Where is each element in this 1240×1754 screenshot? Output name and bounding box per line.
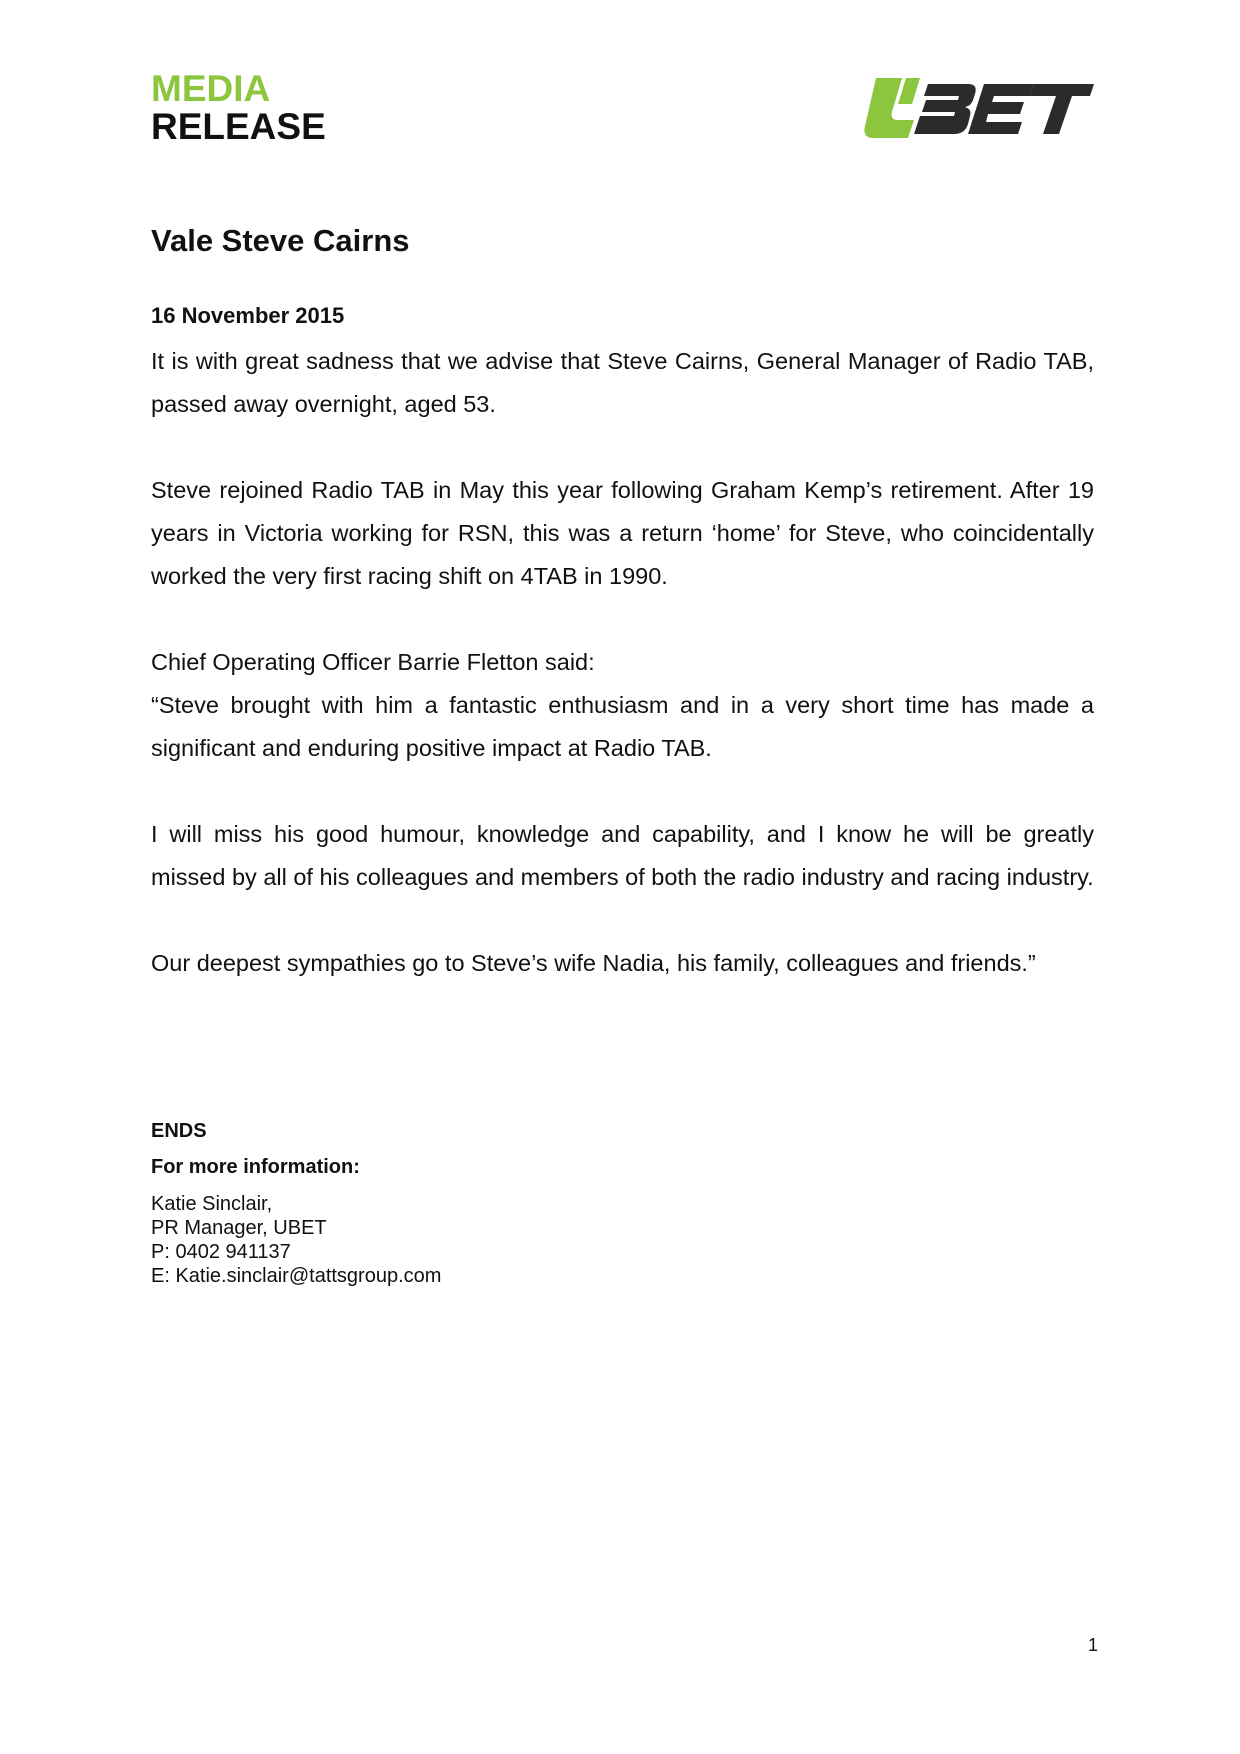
media-release-heading [151, 70, 326, 146]
ubet-logo-graphic [862, 78, 1094, 138]
contact-email: E: Katie.sinclair@tattsgroup.com [151, 1265, 442, 1287]
article-body [151, 340, 1094, 1028]
paragraph-quote-2: I will miss his good humour, knowledge and capability, and I know he will be greatly missed by all of his colleagues and members of both the radio industry and racing industry. [151, 821, 1094, 890]
ubet-logo [862, 78, 1094, 138]
page-number: 1 [1087, 1635, 1098, 1655]
media-label: MEDIA [151, 68, 271, 109]
more-info-heading: For more information: [151, 1156, 360, 1178]
paragraph-quote-intro: Chief Operating Officer Barrie Fletton said: [151, 649, 595, 675]
contact-block [151, 1192, 441, 1288]
article-title: Vale Steve Cairns [151, 223, 410, 258]
ends-marker: ENDS [151, 1120, 207, 1142]
paragraph-background: Steve rejoined Radio TAB in May this year following Graham Kemp’s retirement. After 19 years in Victoria working for RSN, this was a return ‘home’ for Steve, who coincidentally worked the very first racing shift on 4TAB in 1990. [151, 477, 1094, 589]
contact-name: Katie Sinclair, [151, 1193, 273, 1215]
article-date: 16 November 2015 [151, 303, 345, 328]
contact-phone: P: 0402 941137 [151, 1241, 291, 1263]
paragraph-announcement: It is with great sadness that we advise that Steve Cairns, General Manager of Radio TAB, passed away overnight, aged 53. [151, 348, 1094, 417]
contact-role: PR Manager, UBET [151, 1217, 327, 1239]
paragraph-quote-1: “Steve brought with him a fantastic enthusiasm and in a very short time has made a significant and enduring positive impact at Radio TAB. [151, 692, 1094, 761]
paragraph-quote-3: Our deepest sympathies go to Steve’s wife Nadia, his family, colleagues and friends.” [151, 950, 1036, 976]
release-label: RELEASE [151, 106, 326, 147]
